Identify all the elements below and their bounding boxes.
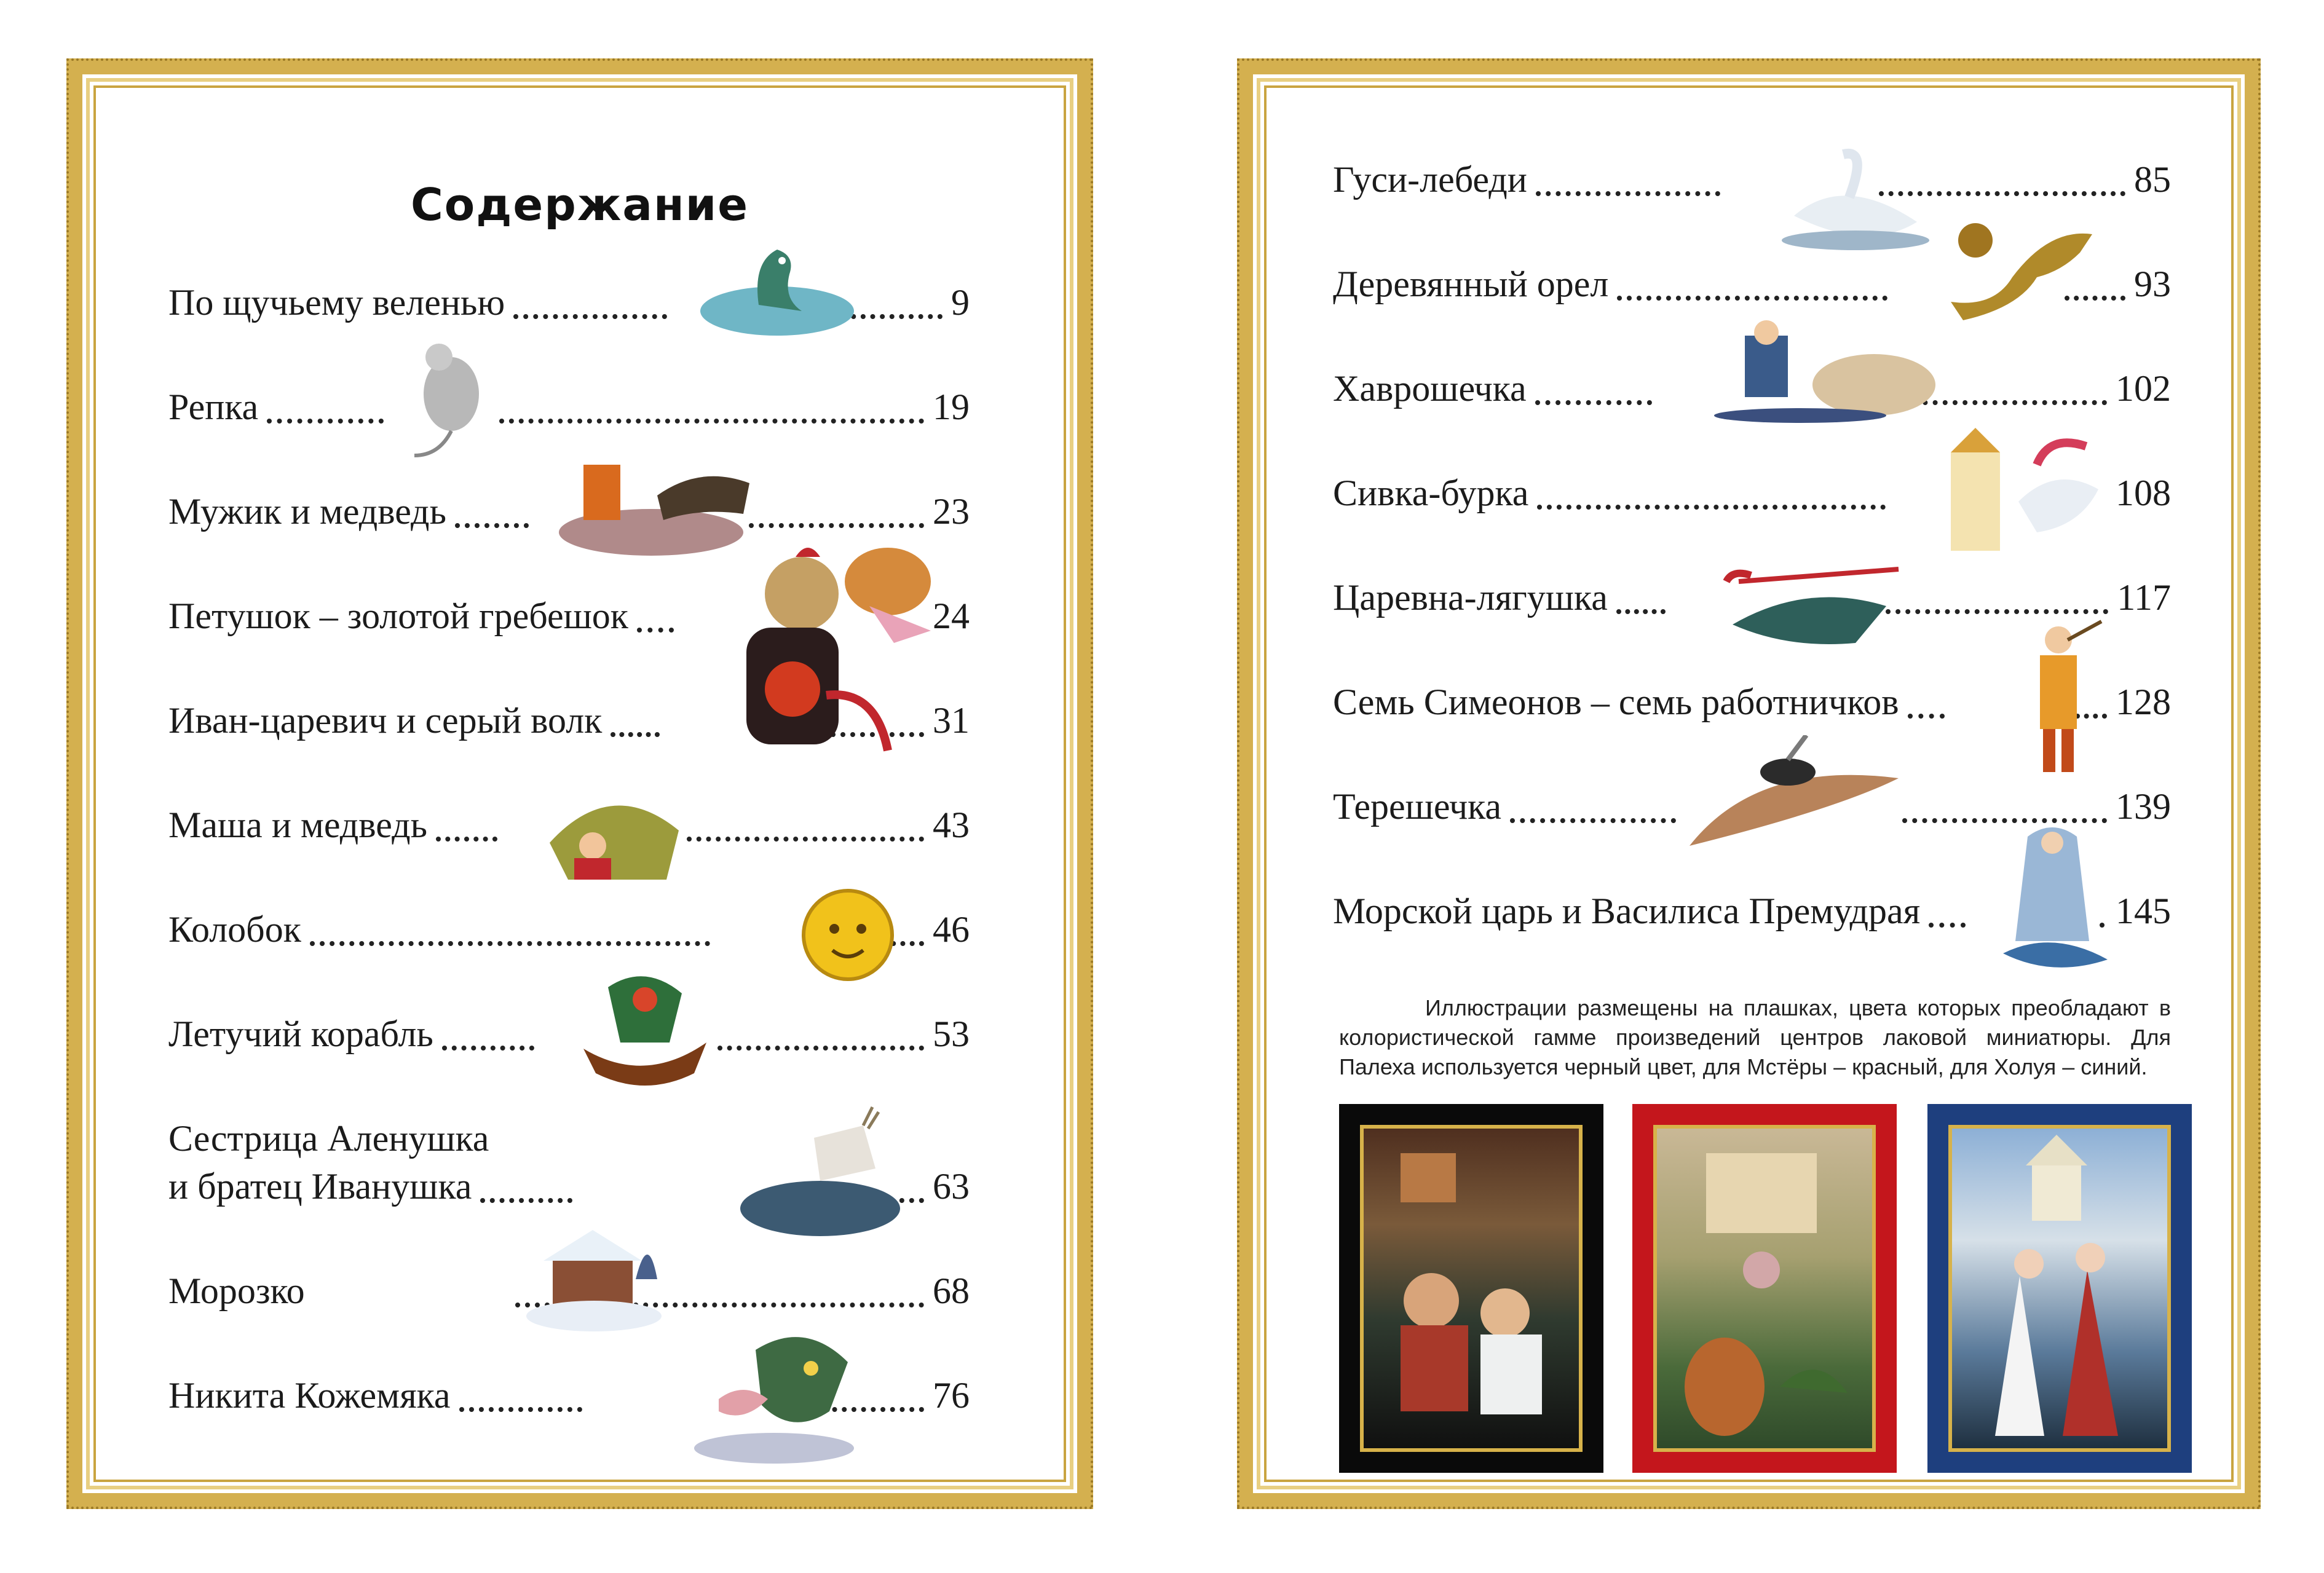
contents-title: Содержание [410,179,749,231]
frog-arrow-icon [1714,557,1911,649]
entry-title: Царевна-лягушка [1333,577,1608,618]
entry-title: Морской царь и Василиса Премудрая [1333,891,1921,931]
entry-page: 46 [933,909,970,950]
entry-title: Иван-царевич и серый волк [168,700,603,741]
entry-page: 53 [933,1014,970,1054]
entry-title: Семь Симеонов – семь работничков [1333,682,1899,722]
pike-icon [697,237,857,342]
entry-title: По щучьему веленью [168,282,505,323]
horse-tower-icon [1945,428,2105,554]
toc-entry[interactable] [1333,154,2171,205]
entry-title: Терешечка [1333,786,1502,827]
entry-title: Гуси-лебеди [1333,159,1527,200]
entry-page: 23 [933,491,970,532]
entry-title: Маша и медведь [168,805,427,845]
entry-title: Никита Кожемяка [168,1375,451,1416]
entry-page: 76 [933,1375,970,1416]
illustration-note: Иллюстрации размещены на плашках, цвета которых преобладают в колористической гамме произведений центров лаковой миниатюры. Для Палеха используется черный цвет, для Мстёры – красный, для Холуя – синий. [1339,995,2171,1079]
plowman-icon [559,440,762,557]
basket-girl-icon [543,787,685,880]
snow-hut-icon [525,1218,663,1331]
firebird-cage-icon [734,621,900,763]
dragon-icon [682,1325,885,1467]
entry-page: 128 [2116,682,2171,722]
entry-title: Летучий корабль [168,1014,433,1054]
entry-title: Сивка-бурка [1333,473,1529,513]
right-page [1237,58,2261,1509]
entry-title: Хаврошечка [1333,368,1527,409]
entry-page: 43 [933,805,970,845]
entry-title: Мужик и медведь [168,491,446,532]
cow-girl-icon [1708,317,1942,425]
sea-king-icon [1991,818,2120,978]
swan-icon [1776,148,1935,253]
entry-page: 93 [2134,264,2171,304]
entry-page: 145 [2116,891,2171,931]
entry-page: 19 [933,387,970,427]
entry-title: Колобок [168,909,301,950]
entry-title-line2: и братец Иванушка [168,1166,472,1207]
entry-page: 139 [2116,786,2171,827]
palekh-plaque [1339,1104,1603,1473]
entry-title: Петушок – золотой гребешок [168,596,628,636]
kholui-plaque [1927,1104,2192,1473]
entry-page: 108 [2116,473,2171,513]
entry-page: 9 [951,282,970,323]
left-page [66,58,1093,1509]
entry-page: 24 [933,596,970,636]
piper-icon [2022,615,2108,781]
entry-page: 68 [933,1271,970,1311]
entry-page: 63 [933,1166,970,1207]
entry-title: Репка [168,387,259,427]
toc-entry[interactable] [168,1009,970,1059]
mstera-plaque [1632,1104,1897,1473]
entry-title: Сестрица Аленушка [168,1118,489,1159]
toc-entry[interactable] [168,382,970,432]
mouse-icon [402,339,494,462]
entry-page: 85 [2134,159,2171,200]
kolobok-icon [799,886,897,984]
entry-page: 117 [2117,577,2171,618]
flying-ship-icon [571,963,719,1101]
eagle-icon [1939,216,2098,326]
entry-page: 31 [933,700,970,741]
boat-icon [1683,735,1905,852]
leader-dots [513,314,667,319]
entry-title: Деревянный орел [1333,264,1609,304]
goat-pond-icon [740,1101,906,1248]
entry-page: 102 [2116,368,2171,409]
entry-title: Морозко [168,1271,305,1311]
